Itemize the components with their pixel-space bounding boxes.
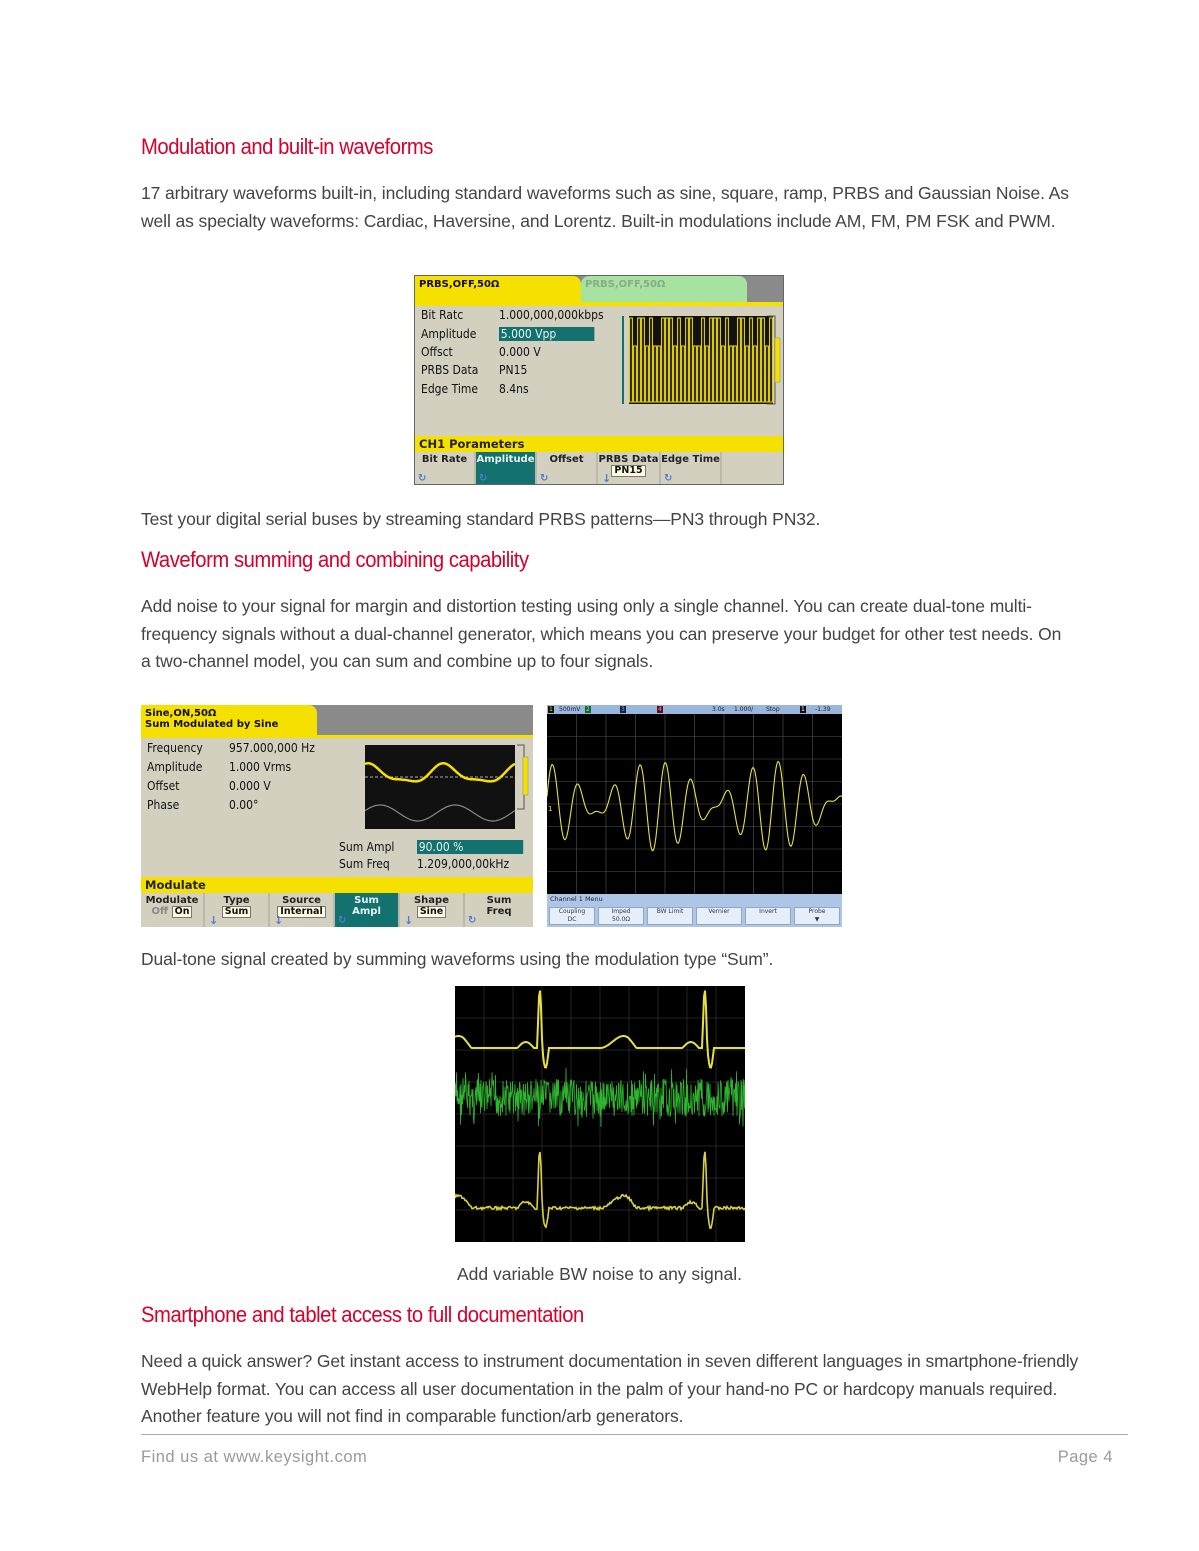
paragraph-modulation: 17 arbitrary waveforms built-in, including standard waveforms such as sine, square, ramp, PRBS and Gaussian Noise. As well as specialty waveforms: Cardiac, Haversine, and Lorentz. Built-in modulations include AM, FM, PM FSK and PWM. (141, 183, 1069, 231)
softkey-label: Edge Time (661, 454, 720, 465)
time-scale: 1.000/ (734, 706, 754, 713)
ch1-scale: 500mV (559, 706, 581, 713)
menu-title-bar: Modulate (141, 877, 533, 893)
heading-modulation: Modulation and built-in waveforms (141, 134, 433, 159)
softkey-label: Sum (354, 895, 379, 906)
param-value[interactable]: PN15 (499, 363, 528, 377)
param-value[interactable]: 1.000 Vrms (229, 760, 292, 774)
param-label: Bit Ratc (421, 308, 464, 322)
footer-divider (141, 1434, 1128, 1435)
softkey-label: Shape (413, 895, 449, 906)
trigger-badge: 1 (801, 706, 805, 713)
caption-dual-tone: Dual-tone signal created by summing waveforms using the modulation type “Sum”. (141, 949, 774, 969)
tab-line1: Sine,ON,50Ω (145, 708, 217, 719)
paragraph-summing: Add noise to your signal for margin and distortion testing using only a single channel. You can create dual-tone multi-frequency signals without a dual-channel generator, which means you can preserve your budget for other test needs. On a two-channel model, you can sum and combine up to four signals. (141, 596, 1062, 671)
softkey-label: Modulate (145, 895, 199, 906)
softkey-empty (722, 452, 784, 485)
sum-freq-label: Sum Freq (339, 857, 390, 871)
param-value[interactable]: 1.000,000,000kbps (499, 308, 604, 322)
ch4-badge: 4 (658, 706, 662, 713)
scope-key-probe[interactable] (794, 907, 840, 925)
knob-icon: ↻ (540, 473, 549, 484)
param-value-selected[interactable]: 5.000 Vpp (499, 327, 594, 341)
scope-plot (547, 714, 842, 894)
arrow-down-icon: ↓ (274, 914, 284, 927)
caption-noise: Add variable BW noise to any signal. (456, 1264, 743, 1284)
key-label: BW Limit (656, 908, 684, 915)
trigger-level: -1.39 (815, 706, 831, 713)
softkey-label2: Ampl (352, 906, 381, 917)
knob-icon: ↻ (468, 915, 477, 926)
param-label: Phase (147, 798, 180, 812)
key-value: 50.0Ω (612, 916, 630, 923)
param-label: Amplitude (147, 760, 203, 774)
softkey-offset[interactable] (537, 452, 598, 485)
arrow-down-icon: ↓ (404, 914, 414, 927)
paragraph-documentation: Need a quick answer? Get instant access to instrument documentation in seven different languages in smartphone-friendly WebHelp format. You can access all user documentation in the palm of your hand-no PC or hardcopy manuals required. Another feature you will not find in comparable function/arb generators. (141, 1351, 1079, 1426)
arrow-down-icon: ↓ (602, 472, 612, 485)
softkey-edge-time[interactable] (661, 452, 722, 485)
softkey-label: Sum (486, 895, 512, 906)
param-value[interactable]: 0.000 V (499, 345, 541, 359)
menu-title-bar: CH1 Porameters (415, 436, 784, 452)
scope-key-invert[interactable] (745, 907, 791, 925)
noise-image (455, 986, 745, 1242)
ch3-badge: 3 (621, 706, 625, 713)
sum-ampl-value[interactable]: 90.00 % (417, 840, 523, 854)
softkey-type[interactable] (205, 893, 270, 927)
knob-icon: ↻ (418, 473, 427, 484)
param-label: Edge Time (421, 382, 479, 396)
softkey-bit-rate[interactable] (415, 452, 476, 485)
scope-key-bw-limit[interactable] (647, 907, 693, 925)
tab-ch1[interactable] (141, 705, 317, 737)
softkey-source[interactable] (270, 893, 335, 927)
param-label: Offset (147, 779, 180, 793)
softkey-modulate[interactable] (141, 893, 205, 927)
scope-channel-menu (547, 894, 842, 927)
softkey-sum-ampl[interactable] (335, 893, 400, 927)
sum-screen (141, 705, 533, 927)
ch1-ground-marker: 1 (548, 805, 553, 813)
scope-status-bar (547, 705, 842, 714)
noise-plot (455, 986, 745, 1242)
softkey-label: Type (223, 895, 250, 906)
arrow-down-icon: ↓ (209, 914, 219, 927)
softkey-sum-freq[interactable] (465, 893, 533, 927)
scope-menu-title: Channel 1 Menu (550, 895, 603, 903)
tab-line2: Sum Modulated by Sine (145, 719, 279, 730)
scope-key-vernier[interactable] (696, 907, 742, 925)
softkey-value: Sum (222, 906, 252, 918)
param-value[interactable]: 0.000 V (229, 779, 271, 793)
param-label: Offsct (421, 345, 453, 359)
param-label: PRBS Data (421, 363, 479, 377)
softkey-label2: Freq (486, 906, 512, 917)
key-label: Invert (759, 908, 777, 915)
param-value[interactable]: 8.4ns (499, 382, 529, 396)
knob-icon: ↻ (664, 473, 673, 484)
key-label: Coupling (558, 908, 586, 915)
sum-waveform-preview (365, 743, 531, 831)
tab-ch1[interactable]: PRBS,OFF,50Ω (415, 276, 581, 302)
softkey-row (415, 452, 784, 485)
softkey-value: PN15 (611, 465, 645, 477)
scope-key-imped[interactable] (598, 907, 644, 925)
softkey-value: Internal (277, 906, 325, 918)
scope-screen (547, 705, 842, 927)
knob-icon: ↻ (479, 473, 488, 484)
ch1-badge: 1 (549, 706, 553, 713)
time-position: 3.0s (712, 706, 725, 713)
softkey-label: Bit Rate (421, 454, 468, 465)
softkey-label: Offset (549, 454, 584, 465)
key-label: Imped (611, 908, 631, 915)
ch2-badge: 2 (586, 706, 590, 713)
key-value: DC (567, 916, 577, 923)
scope-key-coupling[interactable] (549, 907, 595, 925)
softkey-amplitude[interactable] (476, 452, 537, 485)
sum-ampl-label: Sum Ampl (339, 840, 395, 854)
param-value[interactable]: 957.000,000 Hz (229, 741, 315, 755)
softkey-off: Off (151, 906, 169, 917)
softkey-label: Source (282, 895, 321, 906)
softkey-on: On (172, 906, 193, 918)
key-value: ▼ (814, 916, 820, 923)
heading-summing: Waveform summing and combining capability (141, 547, 529, 572)
key-label: Probe (808, 908, 826, 915)
prbs-waveform-preview (617, 312, 783, 408)
run-state: Stop (766, 706, 780, 713)
softkey-row (141, 893, 533, 927)
heading-documentation: Smartphone and tablet access to full documentation (141, 1302, 584, 1327)
softkey-label: Amplitude (476, 454, 535, 465)
softkey-shape[interactable] (400, 893, 465, 927)
tab-ch2[interactable]: PRBS,OFF,50Ω (581, 276, 747, 302)
softkey-label: PRBS Data (598, 454, 659, 465)
knob-icon: ↻ (338, 915, 347, 926)
param-label: Frequency (147, 741, 203, 755)
caption-prbs: Test your digital serial buses by streaming standard PRBS patterns—PN3 through PN32. (141, 509, 821, 529)
footer-page-number: Page 4 (1057, 1448, 1113, 1466)
softkey-prbs-data[interactable] (598, 452, 661, 485)
param-value[interactable]: 0.00° (229, 798, 259, 812)
prbs-screen (414, 275, 784, 485)
param-label: Amplitude (421, 327, 477, 341)
key-label: Vernier (708, 908, 730, 915)
softkey-value: Sine (417, 906, 446, 918)
footer-website[interactable]: Find us at www.keysight.com (141, 1448, 368, 1466)
sum-freq-value[interactable]: 1.209,000,00kHz (417, 857, 510, 871)
